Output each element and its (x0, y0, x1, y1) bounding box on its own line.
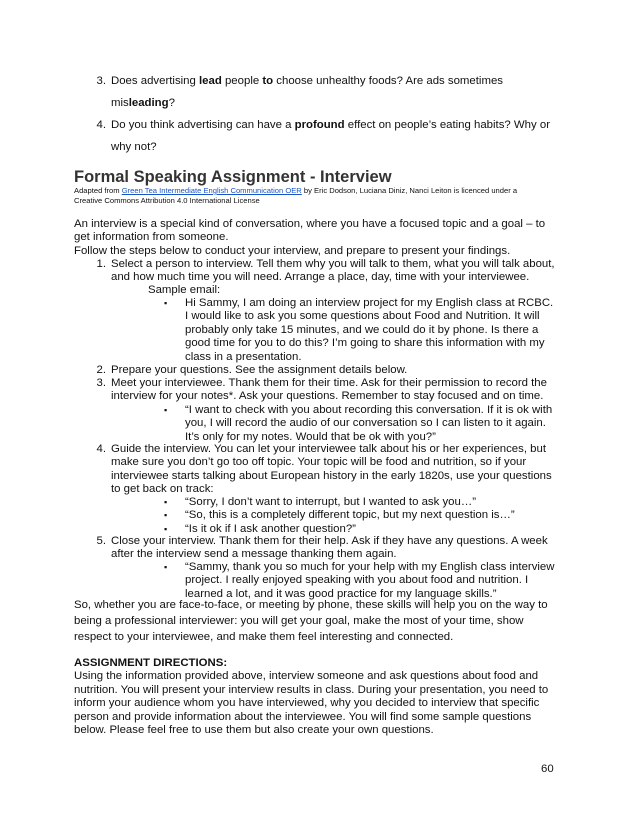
question-number: 3. (96, 75, 106, 87)
step-line: Close your interview. Thank them for their help. Ask if they have any questions. A week (111, 535, 548, 547)
bullet-line: “Sammy, thank you so much for your help with my English class interview (185, 561, 555, 573)
question-text: people (221, 75, 263, 87)
step-line: after the interview send a message thanking them again. (111, 548, 397, 561)
question-list (88, 70, 568, 158)
email-line: good time for you to do this? I’m going to share this information with my (185, 337, 545, 350)
assignment-directions (74, 657, 584, 737)
bold-term: lead (199, 75, 222, 87)
bullet-line: learned a lot, and it was good practice for my language skills.” (185, 587, 497, 600)
step-line: make sure you don’t go too off topic. Your topic will be food and nutrition, so if your (111, 456, 527, 469)
intro-line: get information from someone. (74, 231, 229, 244)
step-number: 5. (96, 535, 106, 547)
intro (74, 218, 574, 258)
directions-line: inform your audience whom you have interviewed, why you decided to interview that specific (74, 697, 540, 710)
bullet-icon: ▪ (164, 510, 168, 521)
step-line: Prepare your questions. See the assignment details below. (111, 364, 408, 376)
closing-line: being a professional interviewer: you will get your goal, make the most of your time, show (74, 615, 524, 627)
directions-heading: ASSIGNMENT DIRECTIONS: (74, 657, 228, 669)
step-line: and how much time you will need. Arrange a place, day, time with your interviewee. (111, 271, 530, 284)
bullet-line: you, I will record the audio of our conversation so I can listen to it again. (185, 417, 546, 430)
bullet-icon: ▪ (164, 562, 168, 572)
directions-line: person and provide information about the interviewee. You will find some sample questions (74, 710, 532, 723)
email-line: probably only take 15 minutes, and we could do it by phone. Is there a (185, 323, 539, 336)
attribution (74, 186, 574, 205)
question-line (111, 92, 568, 114)
question-text: Do you think advertising can have a (111, 119, 295, 131)
intro-line: An interview is a special kind of conversation, where you have a focused topic and a goal – to (74, 218, 546, 230)
recording-bullet (164, 404, 574, 444)
step-1 (88, 258, 578, 285)
thanks-bullet (164, 561, 574, 601)
redirect-bullets (164, 496, 574, 536)
step-line: interview for your notes*. Ask your questions. Remember to stay focused and on time. (111, 390, 544, 403)
question-text: effect on people’s eating habits? Why or (344, 119, 550, 131)
step-number: 2. (96, 364, 106, 376)
step-5 (88, 535, 578, 562)
intro-line: Follow the steps below to conduct your interview, and prepare to present your findings. (74, 244, 511, 257)
question-line (111, 114, 568, 136)
bullet-line: project. I really enjoyed speaking with you about food and nutrition. I (185, 574, 529, 587)
step-number: 4. (96, 443, 106, 455)
directions-line: Using the information provided above, interview someone and ask questions about food and (74, 670, 539, 683)
email-line: class in a presentation. (185, 350, 302, 363)
question-item (88, 114, 568, 158)
bullet-icon: ▪ (164, 523, 168, 534)
bullet-icon: ▪ (164, 298, 168, 308)
closing-paragraph (74, 597, 584, 645)
step-number: 1. (96, 258, 106, 270)
step-line: to get back on track: (111, 483, 214, 496)
step-4 (88, 443, 578, 497)
question-text: why not? (111, 141, 157, 153)
attribution-suffix: by Eric Dodson, Luciana Diniz, Nanci Leiton is licenced under a (301, 186, 518, 195)
attribution-prefix: Adapted from (74, 186, 122, 195)
step-line: Meet your interviewee. Thank them for their time. Ask for their permission to record the (111, 377, 547, 389)
bullet-line: “Sorry, I don’t want to interrupt, but I wanted to ask you…” (185, 496, 477, 508)
page-number: 60 (541, 763, 554, 775)
email-line: I would like to ask you some questions about Food and Nutrition. It will (185, 310, 540, 323)
bullet-icon: ▪ (164, 405, 168, 415)
question-text: Does advertising (111, 75, 200, 87)
closing-line: So, whether you are face-to-face, or meeting by phone, these skills will help you on the way to (74, 599, 548, 611)
bullet-line: “Is it ok if I ask another question?” (185, 522, 356, 535)
directions-line: nutrition. You will present your interview results in class. During your presentation, you need to (74, 683, 549, 696)
bullet-line: “So, this is a completely different topic, but my next question is…” (185, 509, 515, 522)
step-line: interviewee starts talking about European history in the early 1820s, use your questions (111, 469, 552, 482)
bullet-line: “I want to check with you about recording this conversation. If it is ok with (185, 404, 553, 416)
license-line: Creative Commons Attribution 4.0 International License (74, 195, 260, 205)
bold-term: to (262, 75, 274, 87)
bullet-line: It’s only for my notes. Would that be ok with you?” (185, 430, 436, 443)
sample-email-label: Sample email: (148, 284, 221, 296)
step-2 (88, 364, 578, 377)
closing-line: respect to your interviewee, and make them feel interesting and connected. (74, 631, 454, 643)
section-title: Formal Speaking Assignment - Interview (74, 168, 392, 186)
question-text: choose unhealthy foods? Are ads sometimes (273, 75, 503, 87)
sample-email (164, 297, 574, 364)
oer-link[interactable]: Green Tea Intermediate English Communication OER (121, 186, 302, 195)
bold-term: leading (128, 97, 169, 109)
question-line (111, 136, 568, 158)
bold-term: profound (294, 119, 345, 131)
step-line: Select a person to interview. Tell them why you will talk to them, what you will talk about, (111, 258, 555, 270)
email-line: Hi Sammy, I am doing an interview project for my English class at RCBC. (185, 297, 554, 309)
question-text: mis (111, 97, 129, 109)
question-text: ? (168, 97, 175, 109)
step-line: Guide the interview. You can let your interviewee talk about his or her experiences, but (111, 443, 547, 455)
question-line (111, 70, 568, 92)
step-3 (88, 377, 578, 404)
question-number: 4. (96, 119, 106, 131)
step-number: 3. (96, 377, 106, 389)
bullet-icon: ▪ (164, 497, 168, 507)
question-item (88, 70, 568, 114)
directions-line: below. Please feel free to use them but also create your own questions. (74, 724, 434, 737)
